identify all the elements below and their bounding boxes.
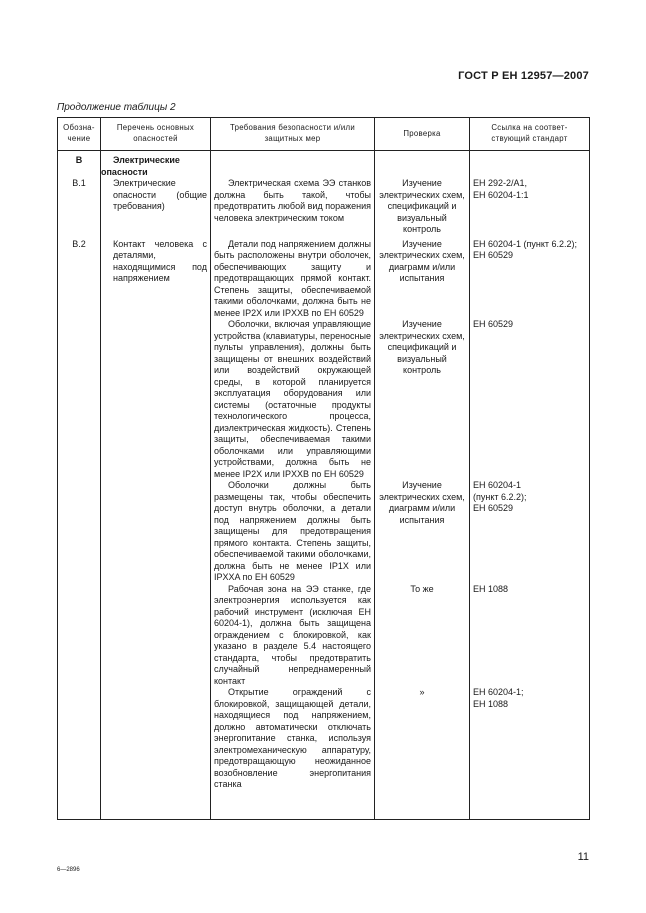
row-hazard — [101, 584, 211, 688]
section-code: B — [58, 151, 101, 179]
row-code: B.2 — [58, 239, 101, 320]
row-hazard — [101, 319, 211, 480]
row-hazard — [101, 687, 211, 791]
table-header-row — [58, 118, 590, 151]
row-verification: Изучение электрических схем, спецификаций и визуальный контроль — [375, 319, 470, 480]
row-verification: То же — [375, 584, 470, 688]
table-caption: Продолжение таблицы 2 — [57, 102, 176, 113]
row-reference: ЕН 60204-1 (пункт 6.2.2); ЕН 60529 — [470, 239, 590, 320]
col-header-hazards: Перечень основных опасностей — [101, 118, 211, 151]
row-requirement: Открытие ограждений с блокировкой, защищающей детали, находящиеся под напряжением, должно автоматически отключать энергопитание станка, используя электромеханическую аппаратуру, предотвращающую неожиданное возобновление энергопитания станка — [211, 687, 375, 791]
row-hazard — [101, 480, 211, 584]
col-header-reference: Ссылка на соответ- ствующий стандарт — [470, 118, 590, 151]
row-code — [58, 319, 101, 480]
row-reference: ЕН 60204-1 (пункт 6.2.2); ЕН 60529 — [470, 480, 590, 584]
row-requirement: Рабочая зона на ЭЭ станке, где электроэнергия используется как рабочий инструмент (исключая ЕН 60204-1), должна быть защищена ограждением с блокировкой, как указано в разделе 5.4 настоящего стандарта, чтобы предотвратить случайный непреднамеренный контакт — [211, 584, 375, 688]
col-header-verification: Проверка — [375, 118, 470, 151]
table-row — [58, 687, 590, 791]
section-row — [58, 151, 590, 179]
row-verification: Изучение электрических схем, спецификаций и визуальный контроль — [375, 178, 470, 236]
page-number: 11 — [577, 851, 589, 863]
row-reference: ЕН 60204-1; ЕН 1088 — [470, 687, 590, 791]
row-reference: ЕН 60529 — [470, 319, 590, 480]
col-header-requirements: Требования безопасности и/или защитных мер — [211, 118, 375, 151]
table-row — [58, 239, 590, 320]
row-requirement: Оболочки должны быть размещены так, чтобы обеспечить доступ внутрь оболочки, а детали под напряжением должны быть защищены для предотвращения прямого контакта. Степень защиты, обеспечиваемой такими оболочками, должна быть не менее IP1X или IPXXA по ЕН 60529 — [211, 480, 375, 584]
row-hazard: Электрические опасности (общие требования) — [101, 178, 211, 236]
row-reference: ЕН 1088 — [470, 584, 590, 688]
row-hazard: Контакт человека с деталями, находящимися под напряжением — [101, 239, 211, 320]
table-row — [58, 178, 590, 236]
table-row — [58, 584, 590, 688]
row-code: B.1 — [58, 178, 101, 236]
row-verification: » — [375, 687, 470, 791]
print-code: 6—2896 — [57, 867, 80, 873]
table-row — [58, 319, 590, 480]
table-row — [58, 480, 590, 584]
row-requirement: Электрическая схема ЭЭ станков должна быть такой, чтобы предотвратить любой вид поражения человека электрическим током — [211, 178, 375, 236]
row-verification: Изучение электрических схем, диаграмм и/или испытания — [375, 239, 470, 320]
section-title — [101, 151, 211, 179]
row-code — [58, 480, 101, 584]
row-verification: Изучение электрических схем, диаграмм и/или испытания — [375, 480, 470, 584]
requirements-table — [57, 117, 590, 820]
row-requirement: Оболочки, включая управляющие устройства (клавиатуры, переносные пульты управления), должны быть защищены от внешних воздействий или воздействий окружающей среды, в которой планируется эксплуатация оборудования или системы (остаточные продукты технологического процесса, диэлектрическая жидкость). Степень защиты, обеспечиваемая такими оболочками или управляющими устройствами, должна быть не менее IP2X или IPXXB по ЕН 60529 — [211, 319, 375, 480]
standard-designation: ГОСТ Р ЕН 12957—2007 — [458, 70, 589, 82]
col-header-code: Обозна- чение — [58, 118, 101, 151]
section-title-line: опасности — [101, 166, 148, 177]
row-reference: ЕН 292-2/А1, ЕН 60204-1:1 — [470, 178, 590, 236]
section-title-line: Электрические — [113, 155, 180, 165]
row-code — [58, 687, 101, 791]
row-requirement: Детали под напряжением должны быть расположены внутри оболочек, обеспечивающих защиту и предотвращающих прямой контакт. Степень защиты, обеспечиваемой такими оболочками, должна быть не менее IP2X или IPXXB по ЕН 60529 — [211, 239, 375, 320]
row-code — [58, 584, 101, 688]
